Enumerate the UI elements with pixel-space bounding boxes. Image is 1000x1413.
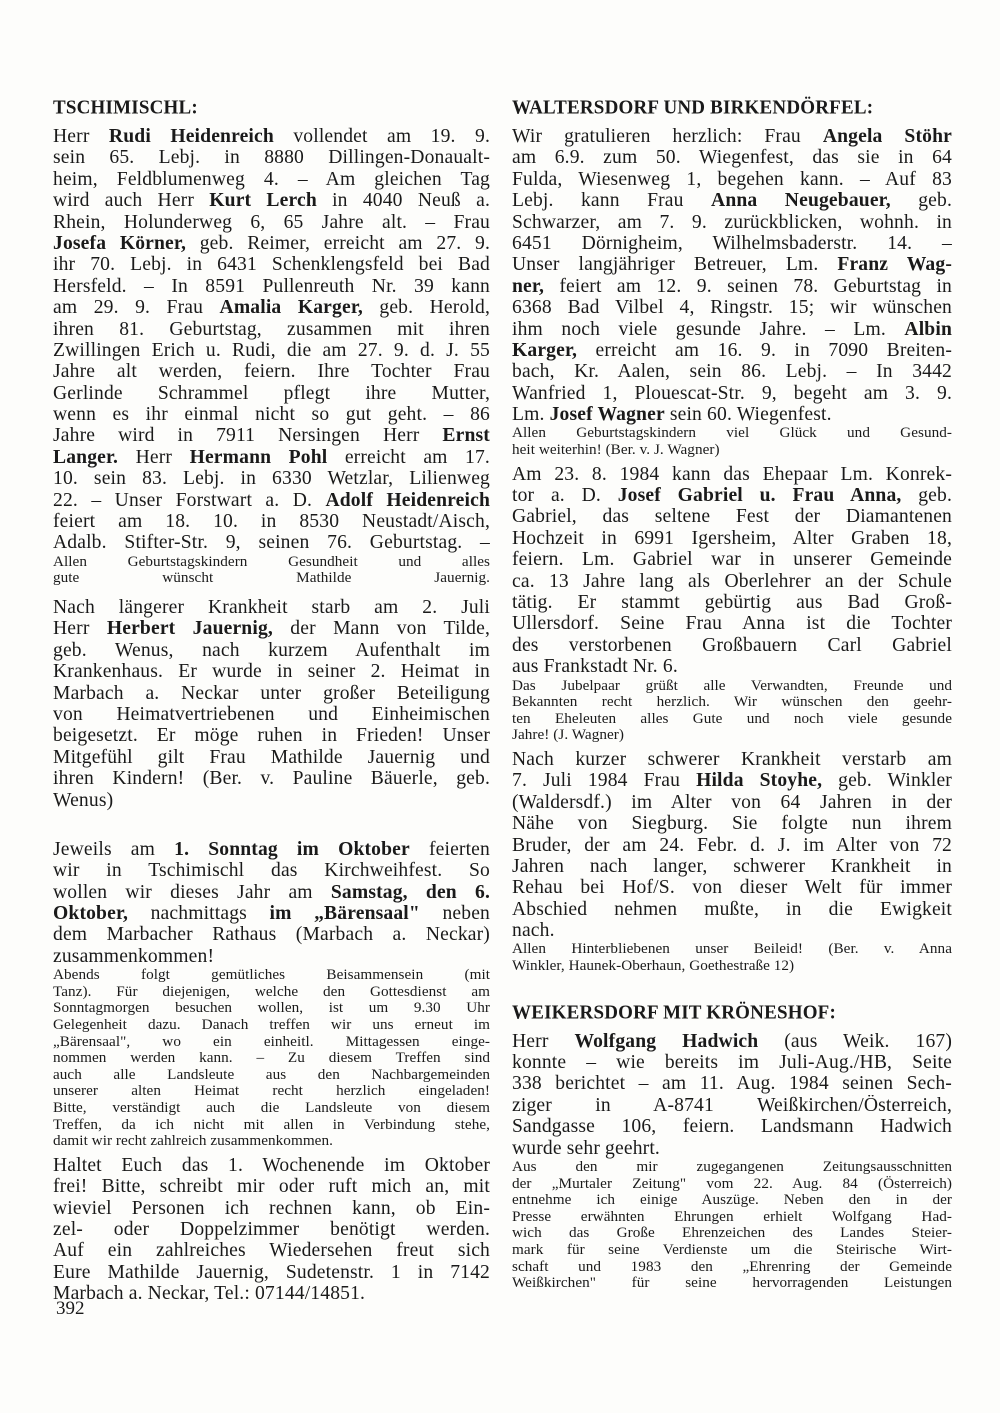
left-column xyxy=(53,96,490,1305)
text-line: wich das Große Ehrenzeichen des Landes Steier- xyxy=(512,1225,952,1242)
text-line: ihren Kindern! (Ber. v. Pauline Bäuerle, geb. xyxy=(53,768,490,790)
text-line: 6368 Bad Vilbel 4, Ringstr. 15; wir wünschen xyxy=(512,297,952,319)
text-line: dem Marbacher Rathaus (Marbach a. Neckar) xyxy=(53,924,490,946)
text-line: auch alle Landsleute aus den Nachbargemeinden xyxy=(53,1066,490,1083)
text-line: Sandgasse 106, feiern. Landsmann Hadwich xyxy=(512,1116,952,1138)
section-heading-weikersdorf: WEIKERSDORF MIT KRÖNESHOF: xyxy=(512,1001,837,1024)
text-line: gute wünscht Mathilde Jauernig. xyxy=(53,570,490,587)
text-line: Lm. Josef Wagner sein 60. Wiegenfest. xyxy=(512,404,832,426)
text-line: feiert am 18. 10. in 8530 Neustadt/Aisch, xyxy=(53,511,490,533)
text-line: von Heimatvertriebenen und Einheimischen xyxy=(53,703,490,725)
text-line: wir in Tschimischl das Kirchweihfest. So xyxy=(53,860,490,882)
hadwich-paragraph xyxy=(512,1031,952,1159)
text-line: Eure Mathilde Jauernig, Sudetenstr. 1 in 7142 xyxy=(53,1261,490,1283)
text-line: „Bärensaal", wo ein einheitl. Mittagessen einge- xyxy=(53,1033,490,1050)
text-line: der „Murtaler Zeitung" vom 22. Aug. 84 (Österreich) xyxy=(512,1175,952,1192)
text-line: ihren 81. Geburtstag, zusammen mit ihren xyxy=(53,318,490,340)
condolence-note xyxy=(512,941,952,974)
text-line: Bruder, der am 24. Febr. d. J. im Alter von 72 xyxy=(512,834,952,856)
text-line: Langer. Herr Hermann Pohl erreicht am 17. xyxy=(53,446,490,468)
text-line: Aus den mir zugegangenen Zeitungsausschnitten xyxy=(512,1158,952,1175)
text-line: ihm noch viele gesunde Jahre. – Lm. Albin xyxy=(512,318,952,340)
text-line: ten Eheleuten alles Gute und noch viele gesunde xyxy=(512,710,952,727)
text-line: damit wir recht zahlreich zusammenkommen. xyxy=(53,1133,333,1150)
text-line: Nähe von Siegburg. Sie folgte nun ihrem xyxy=(512,813,952,835)
kirchweih-details xyxy=(53,967,490,1150)
text-line: wird auch Herr Kurt Lerch in 4040 Neuß a. xyxy=(53,190,490,212)
text-line: Gerlinde Schrammel pflegt ihre Mutter, xyxy=(53,382,490,404)
text-line: Ullersdorf. Seine Frau Anna ist die Tochter xyxy=(512,613,952,635)
text-line: am 29. 9. Frau Amalia Karger, geb. Herold, xyxy=(53,297,490,319)
birthday-paragraph xyxy=(53,126,490,554)
text-line: bach, Kr. Aalen, sein 86. Lebj. – In 3442 xyxy=(512,361,952,383)
diamond-wedding-note xyxy=(512,678,952,744)
text-line: tätig. Er stammt gebürtig aus Bad Groß- xyxy=(512,592,952,613)
text-line: 10. sein 83. Lebj. in 6330 Wetzlar, Lilienweg xyxy=(53,468,490,490)
text-line: Jahre! (J. Wagner) xyxy=(512,727,624,744)
text-line: Jahre alt werden, feiern. Ihre Tochter Frau xyxy=(53,361,490,383)
text-line: Wanfried 1, Plouescat-Str. 9, begeht am 3. 9. xyxy=(512,382,952,404)
text-line: Nach längerer Krankheit starb am 2. Juli xyxy=(53,597,490,618)
text-line: Jeweils am 1. Sonntag im Oktober feierten xyxy=(53,838,490,860)
diamond-wedding-paragraph xyxy=(512,464,952,678)
text-line: 7. Juli 1984 Frau Hilda Stoyhe, geb. Winkler xyxy=(512,770,952,792)
text-line: Jahren nach langer, schwerer Krankheit in xyxy=(512,855,952,877)
text-line: Sonntagmorgen besuchen wollen, ist um 9.30 Uhr xyxy=(53,1000,490,1017)
text-line: 338 berichtet – am 11. Aug. 1984 seinen Sech- xyxy=(512,1073,952,1095)
text-line: geb. Wenus, nach kurzem Aufenthalt im xyxy=(53,639,490,661)
text-line: konnte – wie bereits im Juli-Aug./HB, Seite xyxy=(512,1052,952,1074)
text-line: Abschied nehmen mußte, in die Ewigkeit xyxy=(512,898,952,920)
text-line: Mitgefühl gilt Frau Mathilde Jauernig und xyxy=(53,746,490,768)
text-line: Nach kurzer schwerer Krankheit verstarb am xyxy=(512,748,952,770)
text-line: Krankenhaus. Er wurde in seiner 2. Heimat in xyxy=(53,661,490,683)
page-number: 392 xyxy=(56,1298,85,1319)
text-line: Jahre wird in 7911 Nersingen Herr Ernst xyxy=(53,425,490,447)
text-line: Allen Geburtstagskindern viel Glück und Gesund- xyxy=(512,425,952,442)
birthday-greeting-note xyxy=(512,425,952,458)
text-line: Presse erwähnten Ehrungen erhielt Wolfgang Had- xyxy=(512,1208,952,1225)
text-line: Marbach a. Neckar, Tel.: 07144/14851. xyxy=(53,1283,366,1305)
text-line: Zwillingen Erich u. Rudi, die am 27. 9. d. J. 55 xyxy=(53,339,490,361)
text-line: am 6.9. zum 50. Wiegenfest, das sie in 64 xyxy=(512,147,952,169)
text-line: zusammenkommen! xyxy=(53,945,215,967)
text-line: Schwarzer, am 7. 9. zurückblicken, wohnh. in xyxy=(512,211,952,233)
text-line: beigesetzt. Er möge ruhen in Frieden! Unser xyxy=(53,725,490,747)
obituary-paragraph xyxy=(53,597,490,811)
text-line: Wenus) xyxy=(53,789,114,811)
text-line: ca. 13 Jahre lang als Oberlehrer an der Schule xyxy=(512,570,952,592)
text-line: feiern. Lm. Gabriel war in unserer Gemeinde xyxy=(512,549,952,571)
text-line: Haltet Euch das 1. Wochenende im Oktober xyxy=(53,1154,490,1176)
text-line: Auf ein zahlreiches Wiedersehen freut sich xyxy=(53,1240,490,1262)
text-line: wurde sehr geehrt. xyxy=(512,1137,660,1159)
text-line: frei! Bitte, schreibt mir oder ruft mich an, mit xyxy=(53,1176,490,1198)
text-line: Allen Hinterbliebenen unser Beileid! (Ber. v. Anna xyxy=(512,941,952,958)
text-line: wollen wir dieses Jahr am Samstag, den 6. xyxy=(53,881,490,903)
kirchweih-announcement xyxy=(53,839,490,967)
text-line: Bekannten recht herzlich. Wir wünschen den geehr- xyxy=(512,694,952,711)
text-line: sein 65. Lebj. in 8880 Dillingen-Donaualt- xyxy=(53,147,490,169)
text-line: Herr Herbert Jauernig, der Mann von Tilde, xyxy=(53,618,490,640)
text-line: Oktober, nachmittags im „Bärensaal" neben xyxy=(53,903,490,925)
text-line: wenn es ihr einmal nicht so gut geht. – 86 xyxy=(53,404,490,426)
section-heading-waltersdorf: WALTERSDORF UND BIRKENDÖRFEL: xyxy=(512,96,874,119)
text-line: des verstorbenen Großbauern Carl Gabriel xyxy=(512,634,952,656)
text-line: ziger in A-8741 Weißkirchen/Österreich, xyxy=(512,1094,952,1116)
text-line: 6451 Dörnigheim, Wilhelmsbaderstr. 14. – xyxy=(512,232,952,254)
text-line: Treffen, da ich nicht mit allen in Verbindung stehe, xyxy=(53,1116,490,1133)
text-line: Tanz). Für diejenigen, welche den Gottesdienst am xyxy=(53,983,490,1000)
text-line: nommen werden kann. – Zu diesem Treffen sind xyxy=(53,1050,490,1067)
text-line: Allen Geburtstagskindern Gesundheit und alles xyxy=(53,553,490,570)
text-line: ihr 70. Lebj. in 6431 Schenklengsfeld bei Bad xyxy=(53,254,490,276)
text-line: 22. – Unser Forstwart a. D. Adolf Heidenreich xyxy=(53,489,490,511)
text-line: Rehau bei Hof/S. von dieser Welt für immer xyxy=(512,877,952,899)
text-line: Fulda, Wiesenweg 1, begehen kann. – Auf 83 xyxy=(512,168,952,190)
text-line: Herr Wolfgang Hadwich (aus Weik. 167) xyxy=(512,1030,952,1052)
text-line: Bitte, verständigt auch die Landsleute von diesem xyxy=(53,1100,490,1116)
text-line: ner, feiert am 12. 9. seinen 78. Geburtstag in xyxy=(512,275,952,297)
text-line: aus Frankstadt Nr. 6. xyxy=(512,656,678,678)
birthday-paragraph xyxy=(512,126,952,425)
text-line: zel- oder Doppelzimmer benötigt werden. xyxy=(53,1218,490,1240)
text-line: Das Jubelpaar grüßt alle Verwandten, Freunde und xyxy=(512,677,952,694)
section-heading-tschimischl: TSCHIMISCHL: xyxy=(53,96,198,119)
text-line: Gabriel, das seltene Fest der Diamantenen xyxy=(512,506,952,528)
right-column xyxy=(512,96,952,1292)
text-line: Unser langjähriger Betreuer, Lm. Franz Wag- xyxy=(512,254,952,276)
text-line: Lebj. kann Frau Anna Neugebauer, geb. xyxy=(512,190,952,212)
text-line: entnehme ich einige Auszüge. Neben den in der xyxy=(512,1192,952,1209)
text-line: Gelegenheit dazu. Danach treffen wir uns erneut im xyxy=(53,1017,490,1034)
text-line: Wir gratulieren herzlich: Frau Angela Stöhr xyxy=(512,126,952,147)
text-line: heit weiterhin! (Ber. v. J. Wagner) xyxy=(512,442,720,459)
text-line: Abends folgt gemütliches Beisammensein (mit xyxy=(53,967,490,984)
obituary-paragraph xyxy=(512,749,952,942)
text-line: schaft und 1983 den „Ehrenring der Gemeinde xyxy=(512,1258,952,1275)
text-line: nach. xyxy=(512,920,555,942)
text-line: Rhein, Holunderweg 6, 65 Jahre alt. – Frau xyxy=(53,211,490,233)
text-line: unserer alten Heimat recht herzlich eingeladen! xyxy=(53,1083,490,1100)
text-line: Herr Rudi Heidenreich vollendet am 19. 9. xyxy=(53,126,490,147)
text-line: Hersfeld. – In 8591 Pullenreuth Nr. 39 kann xyxy=(53,275,490,297)
text-line: Karger, erreicht am 16. 9. in 7090 Breiten- xyxy=(512,339,952,361)
text-line: Adalb. Stifter-Str. 9, seinen 76. Geburtstag. – xyxy=(53,532,490,554)
text-line: tor a. D. Josef Gabriel u. Frau Anna, geb. xyxy=(512,485,952,507)
text-line: Winkler, Haunek-Oberhaun, Goethestraße 12) xyxy=(512,958,795,975)
text-line: wieviel Personen ich rechnen kann, ob Ein- xyxy=(53,1197,490,1219)
text-line: Am 23. 8. 1984 kann das Ehepaar Lm. Konrek- xyxy=(512,463,952,485)
text-line: Josefa Körner, geb. Reimer, erreicht am 27. 9. xyxy=(53,232,490,254)
birthday-greeting-note xyxy=(53,554,490,587)
text-line: Weißkirchen" für seine hervorragenden Leistungen xyxy=(512,1275,952,1292)
newspaper-excerpt xyxy=(512,1159,952,1292)
invitation-paragraph xyxy=(53,1155,490,1305)
text-line: heim, Feldblumenweg 4. – Am gleichen Tag xyxy=(53,168,490,190)
text-line: (Waldersdf.) im Alter von 64 Jahren in der xyxy=(512,791,952,813)
text-line: Hochzeit in 6991 Igersheim, Alter Graben 18, xyxy=(512,527,952,549)
text-line: mark für seine Verdienste um die Steirische Wirt- xyxy=(512,1241,952,1258)
text-line: Marbach a. Neckar unter großer Beteiligung xyxy=(53,682,490,704)
